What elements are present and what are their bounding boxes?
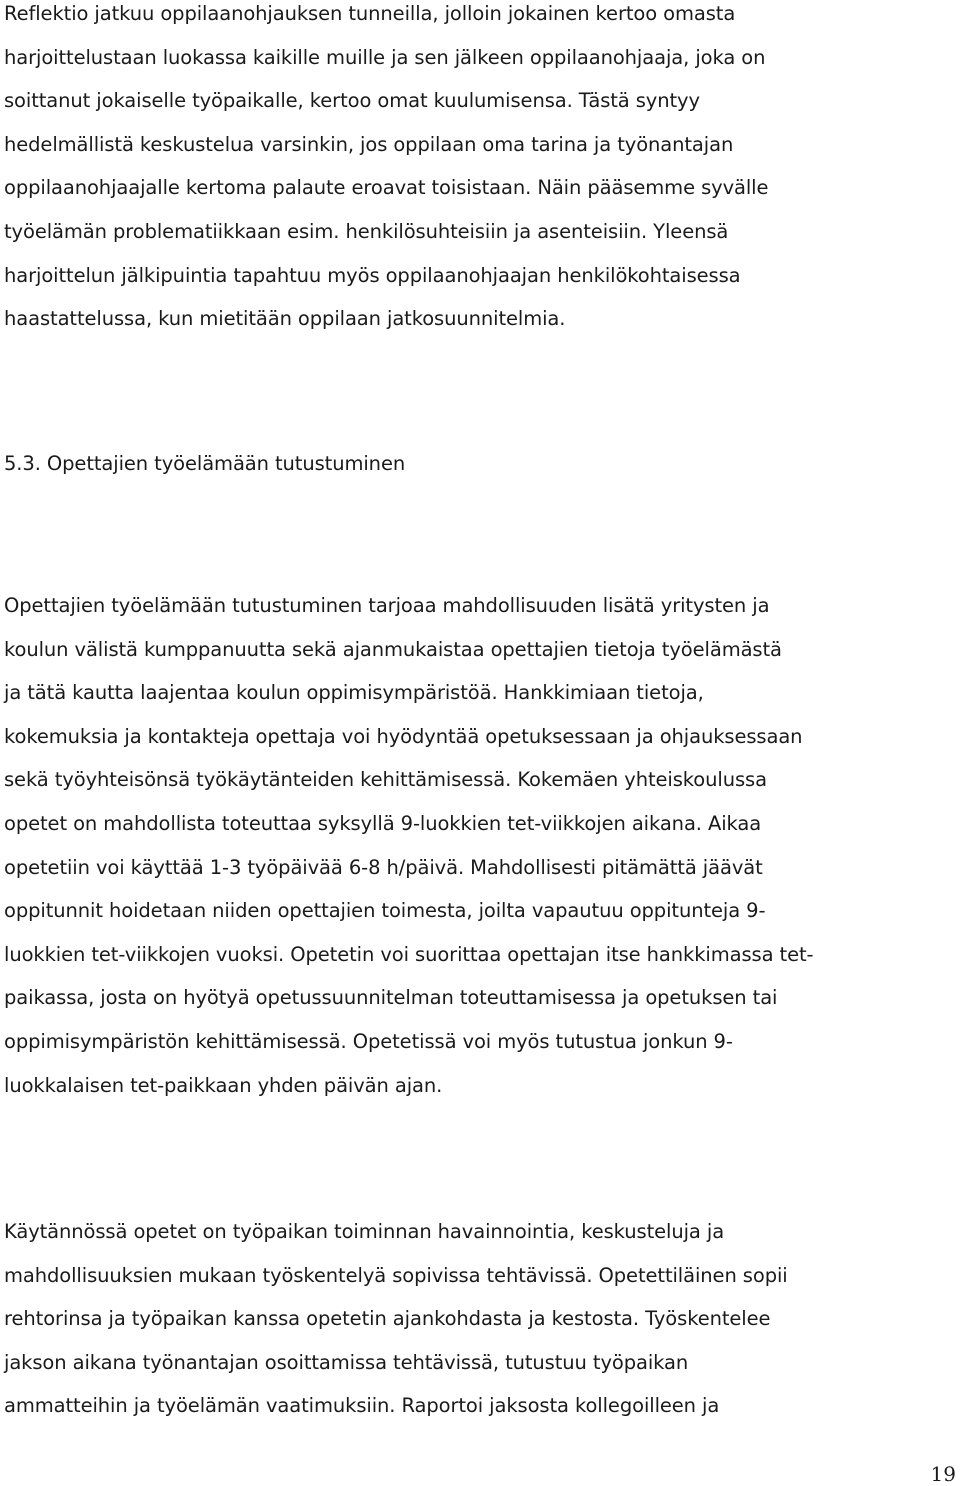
text-line: opetetiin voi käyttää 1-3 työpäivää 6-8 h/päivä. Mahdollisesti pitämättä jäävät [4, 855, 763, 879]
text-line: luokkien tet-viikkojen vuoksi. Opetetin voi suorittaa opettajan itse hankkimassa tet- [4, 942, 814, 966]
text-line: Reflektio jatkuu oppilaanohjauksen tunneilla, jolloin jokainen kertoo omasta [4, 2, 736, 25]
document-page [4, 0, 960, 1486]
text-line: hedelmällistä keskustelua varsinkin, jos oppilaan oma tarina ja työnantajan [4, 132, 734, 156]
text-line: harjoittelustaan luokassa kaikille muille ja sen jälkeen oppilaanohjaaja, joka on [4, 45, 766, 69]
text-line: ja tätä kautta laajentaa koulun oppimisympäristöä. Hankkimiaan tietoja, [4, 681, 704, 705]
section-heading: 5.3. Opettajien työelämään tutustuminen [4, 452, 406, 475]
text-line: työelämän problematiikkaan esim. henkilösuhteisiin ja asenteisiin. Yleensä [4, 219, 729, 243]
text-line: jakson aikana työnantajan osoittamissa tehtävissä, tutustuu työpaikan [4, 1350, 689, 1374]
text-line: haastattelussa, kun mietitään oppilaan jatkosuunnitelmia. [4, 307, 566, 331]
text-line: harjoittelun jälkipuintia tapahtuu myös oppilaanohjaajan henkilökohtaisessa [4, 263, 741, 287]
text-line: luokkalaisen tet-paikkaan yhden päivän ajan. [4, 1073, 443, 1097]
text-line: mahdollisuuksien mukaan työskentelyä sopivissa tehtävissä. Opetettiläinen sopii [4, 1263, 788, 1287]
text-line: opetet on mahdollista toteuttaa syksyllä 9-luokkien tet-viikkojen aikana. Aikaa [4, 811, 762, 835]
paragraph-teacher-worklife [4, 584, 813, 1107]
text-line: Opettajien työelämään tutustuminen tarjoaa mahdollisuuden lisätä yritysten ja [4, 594, 770, 617]
text-line: soittanut jokaiselle työpaikalle, kertoo omat kuulumisensa. Tästä syntyy [4, 89, 700, 113]
text-line: ammatteihin ja työelämän vaatimuksiin. Raportoi jaksosta kollegoilleen ja [4, 1394, 720, 1418]
text-line: rehtorinsa ja työpaikan kanssa opetetin ajankohdasta ja kestosta. Työskentelee [4, 1307, 771, 1331]
text-line: kokemuksia ja kontakteja opettaja voi hyödyntää opetuksessaan ja ohjauksessaan [4, 724, 803, 748]
text-line: oppitunnit hoidetaan niiden opettajien toimesta, joilta vapautuu oppitunteja 9- [4, 899, 766, 923]
paragraph-practice [4, 1210, 788, 1428]
paragraph-reflection [4, 0, 768, 341]
text-line: koulun välistä kumppanuutta sekä ajanmukaistaa opettajien tietoja työelämästä [4, 637, 782, 661]
text-line: sekä työyhteisönsä työkäytänteiden kehittämisessä. Kokemäen yhteiskoulussa [4, 768, 767, 792]
page-number: 19 [930, 1462, 956, 1486]
text-line: Käytännössä opetet on työpaikan toiminnan havainnointia, keskusteluja ja [4, 1220, 725, 1243]
text-line: oppilaanohjaajalle kertoma palaute eroavat toisistaan. Näin pääsemme syvälle [4, 176, 769, 200]
text-line: paikassa, josta on hyötyä opetussuunnitelman toteuttamisessa ja opetuksen tai [4, 986, 778, 1010]
text-line: oppimisympäristön kehittämisessä. Opetetissä voi myös tutustua jonkun 9- [4, 1029, 733, 1053]
